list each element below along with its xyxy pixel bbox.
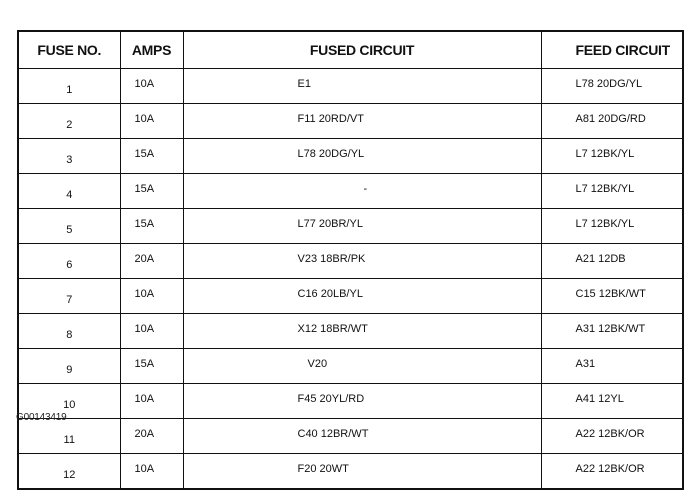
fuse-number-cell: 1 bbox=[18, 69, 120, 104]
feed-circuit-cell: A31 12BK/WT bbox=[541, 314, 683, 349]
feed-circuit-cell: L7 12BK/YL bbox=[541, 174, 683, 209]
table-row bbox=[18, 139, 683, 174]
fused-circuit-cell: - bbox=[183, 174, 541, 209]
header-amps: AMPS bbox=[120, 31, 183, 69]
header-fused-circuit: FUSED CIRCUIT bbox=[183, 31, 541, 69]
fused-circuit-cell: V23 18BR/PK bbox=[183, 244, 541, 279]
feed-circuit-cell: A81 20DG/RD bbox=[541, 104, 683, 139]
amps-cell: 10A bbox=[120, 314, 183, 349]
amps-cell: 20A bbox=[120, 419, 183, 454]
amps-cell: 15A bbox=[120, 349, 183, 384]
fused-circuit-cell: L77 20BR/YL bbox=[183, 209, 541, 244]
feed-circuit-cell: A41 12YL bbox=[541, 384, 683, 419]
fuse-number-cell: 7 bbox=[18, 279, 120, 314]
fuse-number-cell: 2 bbox=[18, 104, 120, 139]
fuse-number-cell: 3 bbox=[18, 139, 120, 174]
feed-circuit-cell: C15 12BK/WT bbox=[541, 279, 683, 314]
fuse-number-cell: 5 bbox=[18, 209, 120, 244]
fuse-number-cell: 8 bbox=[18, 314, 120, 349]
fused-circuit-cell: X12 18BR/WT bbox=[183, 314, 541, 349]
table-header-row bbox=[18, 31, 683, 69]
fused-circuit-cell: C40 12BR/WT bbox=[183, 419, 541, 454]
fused-circuit-cell: F45 20YL/RD bbox=[183, 384, 541, 419]
feed-circuit-cell: A21 12DB bbox=[541, 244, 683, 279]
fused-circuit-cell: L78 20DG/YL bbox=[183, 139, 541, 174]
table-row bbox=[18, 384, 683, 419]
table-row bbox=[18, 174, 683, 209]
fuse-number-cell: 12 bbox=[18, 454, 120, 490]
feed-circuit-cell: A22 12BK/OR bbox=[541, 454, 683, 490]
fused-circuit-cell: E1 bbox=[183, 69, 541, 104]
fuse-number-cell: 6 bbox=[18, 244, 120, 279]
fused-circuit-cell: C16 20LB/YL bbox=[183, 279, 541, 314]
amps-cell: 10A bbox=[120, 69, 183, 104]
fuse-number-cell: 9 bbox=[18, 349, 120, 384]
amps-cell: 10A bbox=[120, 104, 183, 139]
feed-circuit-cell: A22 12BK/OR bbox=[541, 419, 683, 454]
feed-circuit-cell: L7 12BK/YL bbox=[541, 209, 683, 244]
fuse-table bbox=[17, 30, 684, 490]
feed-circuit-cell: L7 12BK/YL bbox=[541, 139, 683, 174]
fuse-number-cell: 4 bbox=[18, 174, 120, 209]
table-row bbox=[18, 419, 683, 454]
header-fuse-no: FUSE NO. bbox=[18, 31, 120, 69]
amps-cell: 15A bbox=[120, 174, 183, 209]
feed-circuit-cell: A31 bbox=[541, 349, 683, 384]
table-row bbox=[18, 69, 683, 104]
amps-cell: 15A bbox=[120, 139, 183, 174]
amps-cell: 10A bbox=[120, 454, 183, 490]
table-row bbox=[18, 104, 683, 139]
feed-circuit-cell: L78 20DG/YL bbox=[541, 69, 683, 104]
fused-circuit-cell: F11 20RD/VT bbox=[183, 104, 541, 139]
table-row bbox=[18, 209, 683, 244]
table-row bbox=[18, 454, 683, 490]
header-feed-circuit: FEED CIRCUIT bbox=[541, 31, 683, 69]
amps-cell: 15A bbox=[120, 209, 183, 244]
amps-cell: 10A bbox=[120, 384, 183, 419]
table-row bbox=[18, 349, 683, 384]
fuse-number-cell: 10 bbox=[18, 384, 120, 419]
fused-circuit-cell: F20 20WT bbox=[183, 454, 541, 490]
amps-cell: 20A bbox=[120, 244, 183, 279]
fuse-number-cell: 11 bbox=[18, 419, 120, 454]
fused-circuit-cell: V20 bbox=[183, 349, 541, 384]
table-row bbox=[18, 314, 683, 349]
table-row bbox=[18, 244, 683, 279]
amps-cell: 10A bbox=[120, 279, 183, 314]
table-row bbox=[18, 279, 683, 314]
figure-id: G00143419 bbox=[16, 412, 67, 423]
